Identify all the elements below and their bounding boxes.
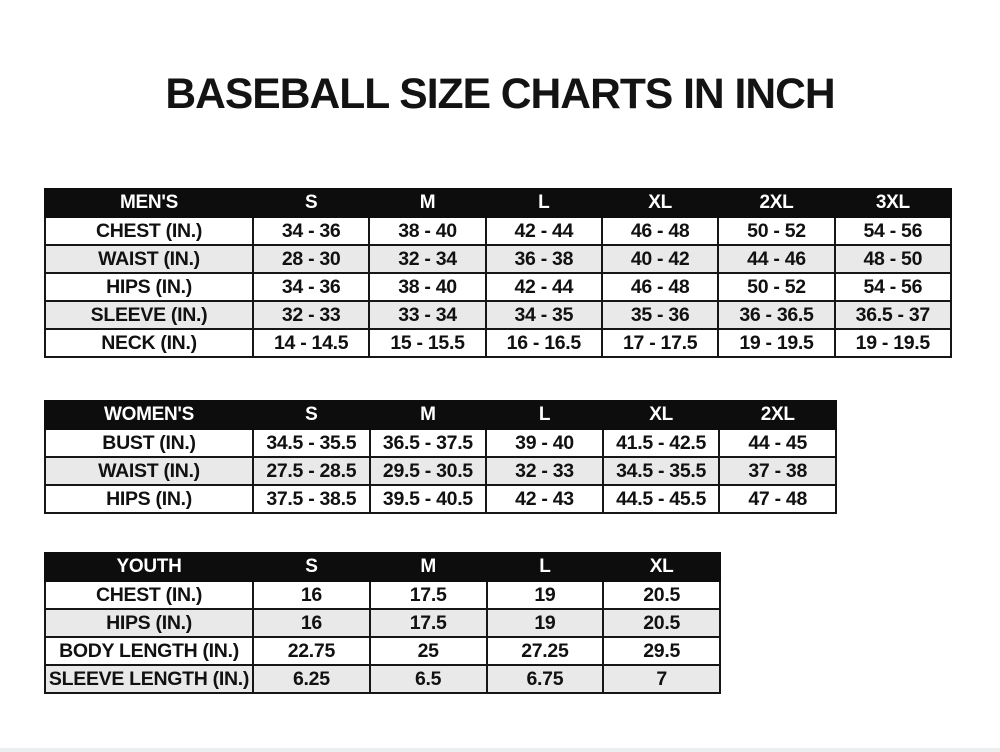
size-value-cell: 14 - 14.5: [253, 329, 369, 357]
measurement-label: CHEST (IN.): [45, 581, 253, 609]
youth-size-table: [44, 552, 721, 694]
youth-measurement-row: [45, 665, 720, 693]
size-value-cell: 16: [253, 609, 370, 637]
bottom-scan-band: [0, 748, 1000, 752]
size-value-cell: 17.5: [370, 581, 487, 609]
size-value-cell: 42 - 43: [486, 485, 603, 513]
size-value-cell: 16 - 16.5: [486, 329, 602, 357]
mens-header-row: [45, 189, 951, 217]
size-value-cell: 6.5: [370, 665, 487, 693]
size-value-cell: 44.5 - 45.5: [603, 485, 720, 513]
size-value-cell: 28 - 30: [253, 245, 369, 273]
womens-size-header-s: S: [253, 401, 370, 429]
youth-header-row: [45, 553, 720, 581]
size-value-cell: 37 - 38: [719, 457, 836, 485]
measurement-label: BUST (IN.): [45, 429, 253, 457]
measurement-label: WAIST (IN.): [45, 457, 253, 485]
size-value-cell: 38 - 40: [369, 273, 485, 301]
mens-measurement-row: [45, 301, 951, 329]
measurement-label: BODY LENGTH (IN.): [45, 637, 253, 665]
size-value-cell: 38 - 40: [369, 217, 485, 245]
size-value-cell: 34 - 36: [253, 273, 369, 301]
mens-size-header-s: S: [253, 189, 369, 217]
measurement-label: HIPS (IN.): [45, 273, 253, 301]
size-value-cell: 35 - 36: [602, 301, 718, 329]
size-value-cell: 19: [487, 581, 604, 609]
size-value-cell: 50 - 52: [718, 273, 834, 301]
size-value-cell: 54 - 56: [835, 217, 951, 245]
youth-size-header-m: M: [370, 553, 487, 581]
womens-measurement-row: [45, 429, 836, 457]
mens-measurement-row: [45, 273, 951, 301]
size-value-cell: 6.25: [253, 665, 370, 693]
youth-table-title-cell: YOUTH: [45, 553, 253, 581]
size-value-cell: 19 - 19.5: [835, 329, 951, 357]
size-value-cell: 34.5 - 35.5: [253, 429, 370, 457]
measurement-label: NECK (IN.): [45, 329, 253, 357]
measurement-label: CHEST (IN.): [45, 217, 253, 245]
size-value-cell: 42 - 44: [486, 273, 602, 301]
size-value-cell: 34.5 - 35.5: [603, 457, 720, 485]
size-value-cell: 19 - 19.5: [718, 329, 834, 357]
size-value-cell: 50 - 52: [718, 217, 834, 245]
youth-size-header-s: S: [253, 553, 370, 581]
womens-size-table: [44, 400, 837, 514]
size-value-cell: 40 - 42: [602, 245, 718, 273]
size-value-cell: 36 - 38: [486, 245, 602, 273]
size-value-cell: 46 - 48: [602, 273, 718, 301]
size-value-cell: 46 - 48: [602, 217, 718, 245]
size-value-cell: 36 - 36.5: [718, 301, 834, 329]
size-value-cell: 25: [370, 637, 487, 665]
youth-size-header-l: L: [487, 553, 604, 581]
size-value-cell: 29.5: [603, 637, 720, 665]
mens-size-header-2xl: 2XL: [718, 189, 834, 217]
size-value-cell: 41.5 - 42.5: [603, 429, 720, 457]
size-value-cell: 32 - 34: [369, 245, 485, 273]
size-value-cell: 32 - 33: [253, 301, 369, 329]
page-title: BASEBALL SIZE CHARTS IN INCH: [165, 70, 835, 118]
size-value-cell: 32 - 33: [486, 457, 603, 485]
measurement-label: HIPS (IN.): [45, 609, 253, 637]
size-value-cell: 6.75: [487, 665, 604, 693]
size-value-cell: 33 - 34: [369, 301, 485, 329]
measurement-label: SLEEVE LENGTH (IN.): [45, 665, 253, 693]
measurement-label: SLEEVE (IN.): [45, 301, 253, 329]
womens-table-title-cell: WOMEN'S: [45, 401, 253, 429]
womens-header-row: [45, 401, 836, 429]
youth-measurement-row: [45, 637, 720, 665]
size-value-cell: 19: [487, 609, 604, 637]
youth-measurement-row: [45, 581, 720, 609]
size-value-cell: 44 - 45: [719, 429, 836, 457]
mens-measurement-row: [45, 245, 951, 273]
size-value-cell: 42 - 44: [486, 217, 602, 245]
youth-measurement-row: [45, 609, 720, 637]
size-value-cell: 17.5: [370, 609, 487, 637]
size-value-cell: 34 - 36: [253, 217, 369, 245]
size-value-cell: 48 - 50: [835, 245, 951, 273]
mens-size-header-xl: XL: [602, 189, 718, 217]
size-value-cell: 29.5 - 30.5: [370, 457, 487, 485]
measurement-label: WAIST (IN.): [45, 245, 253, 273]
size-value-cell: 54 - 56: [835, 273, 951, 301]
mens-size-table: [44, 188, 952, 358]
size-value-cell: 16: [253, 581, 370, 609]
size-value-cell: 22.75: [253, 637, 370, 665]
size-value-cell: 15 - 15.5: [369, 329, 485, 357]
mens-size-header-3xl: 3XL: [835, 189, 951, 217]
womens-size-header-2xl: 2XL: [719, 401, 836, 429]
size-value-cell: 20.5: [603, 609, 720, 637]
size-value-cell: 39 - 40: [486, 429, 603, 457]
size-value-cell: 7: [603, 665, 720, 693]
womens-size-header-m: M: [370, 401, 487, 429]
size-value-cell: 44 - 46: [718, 245, 834, 273]
size-value-cell: 39.5 - 40.5: [370, 485, 487, 513]
mens-size-header-l: L: [486, 189, 602, 217]
size-value-cell: 36.5 - 37: [835, 301, 951, 329]
size-value-cell: 20.5: [603, 581, 720, 609]
mens-measurement-row: [45, 217, 951, 245]
size-value-cell: 36.5 - 37.5: [370, 429, 487, 457]
size-value-cell: 47 - 48: [719, 485, 836, 513]
size-value-cell: 34 - 35: [486, 301, 602, 329]
mens-table-title-cell: MEN'S: [45, 189, 253, 217]
size-value-cell: 17 - 17.5: [602, 329, 718, 357]
measurement-label: HIPS (IN.): [45, 485, 253, 513]
size-value-cell: 37.5 - 38.5: [253, 485, 370, 513]
mens-measurement-row: [45, 329, 951, 357]
youth-size-header-xl: XL: [603, 553, 720, 581]
size-value-cell: 27.25: [487, 637, 604, 665]
womens-measurement-row: [45, 485, 836, 513]
womens-size-header-l: L: [486, 401, 603, 429]
womens-size-header-xl: XL: [603, 401, 720, 429]
womens-measurement-row: [45, 457, 836, 485]
size-value-cell: 27.5 - 28.5: [253, 457, 370, 485]
mens-size-header-m: M: [369, 189, 485, 217]
